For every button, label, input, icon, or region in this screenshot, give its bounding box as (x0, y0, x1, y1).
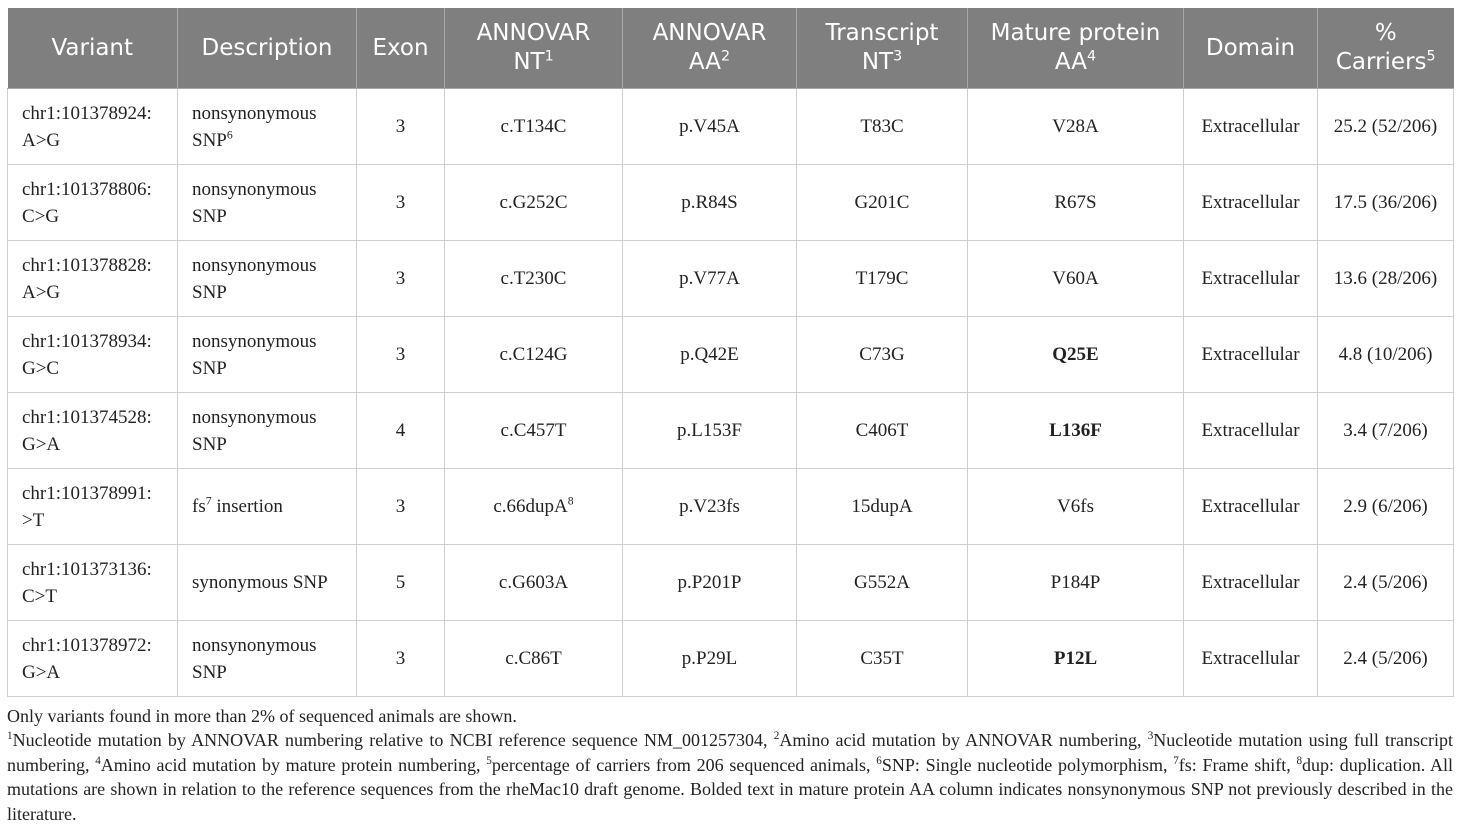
carriers-cell (1318, 469, 1454, 545)
domain-cell (1184, 545, 1318, 621)
domain-cell-text: Extracellular (1201, 116, 1300, 137)
variant-cell-text: chr1:101378972: G>A (22, 634, 152, 683)
table-row (8, 545, 1454, 621)
annovar-nt-text: c.T134C (500, 116, 567, 137)
carriers-cell (1318, 165, 1454, 241)
annovar-aa-cell (623, 241, 797, 317)
variant-cell-text: chr1:101373136: C>T (22, 558, 152, 607)
footnote-intro: Only variants found in more than 2% of sequenced animals are shown. (7, 706, 517, 726)
table-row (8, 621, 1454, 697)
mature-protein-aa-cell-text: L136F (1049, 420, 1102, 441)
mature-protein-aa-cell-text: V60A (1052, 268, 1099, 289)
annovar-aa-cell (623, 469, 797, 545)
exon-cell-text: 3 (395, 648, 406, 669)
annovar-aa-cell (623, 393, 797, 469)
transcript-nt-cell-text: C406T (855, 420, 909, 441)
table-row (8, 393, 1454, 469)
column-header (797, 8, 968, 89)
annovar-aa-cell-text: p.R84S (681, 192, 738, 213)
annovar-nt-text: c.C457T (500, 420, 567, 441)
description-cell (178, 241, 357, 317)
annovar-aa-cell-text: p.P201P (677, 572, 742, 593)
variant-cell (8, 317, 178, 393)
variant-cell (8, 621, 178, 697)
annovar-nt-text: c.C124G (499, 344, 568, 365)
carriers-cell-text: 2.4 (5/206) (1343, 648, 1428, 669)
carriers-cell-text: 25.2 (52/206) (1333, 116, 1438, 137)
annovar-nt-cell (445, 317, 623, 393)
exon-cell (357, 89, 445, 165)
column-header-label: Mature protein AA (990, 20, 1161, 75)
annovar-aa-cell-text: p.Q42E (680, 344, 739, 365)
annovar-nt-text: c.G603A (498, 572, 569, 593)
carriers-cell (1318, 393, 1454, 469)
column-header-label: Description (201, 34, 333, 61)
description-text: fs (192, 496, 206, 517)
transcript-nt-cell-text: G552A (854, 572, 910, 593)
variants-table-container (7, 8, 1453, 697)
annovar-nt-text: c.C86T (505, 648, 562, 669)
transcript-nt-cell (797, 241, 968, 317)
exon-cell (357, 165, 445, 241)
mature-protein-aa-cell-text: P12L (1053, 648, 1098, 669)
column-header-footnote-marker: 3 (893, 48, 903, 65)
carriers-cell-text: 13.6 (28/206) (1333, 268, 1438, 289)
exon-cell (357, 241, 445, 317)
annovar-nt-text: c.G252C (499, 192, 568, 213)
description-text: nonsynonymous SNP (192, 406, 317, 455)
description-text-suffix: insertion (211, 496, 283, 517)
column-header-footnote-marker: 2 (721, 48, 731, 65)
table-row (8, 317, 1454, 393)
exon-cell (357, 317, 445, 393)
column-header (178, 8, 357, 89)
exon-cell-text: 3 (395, 496, 406, 517)
exon-cell-text: 3 (395, 344, 406, 365)
domain-cell (1184, 241, 1318, 317)
footnote-text: Amino acid mutation by mature protein numbering, (100, 754, 487, 775)
transcript-nt-cell (797, 165, 968, 241)
carriers-cell (1318, 545, 1454, 621)
column-header-label: Variant (51, 34, 134, 61)
footnote-number: 3 (1147, 730, 1154, 743)
mature-protein-aa-cell-text: P184P (1050, 572, 1101, 593)
variant-cell (8, 469, 178, 545)
description-cell (178, 165, 357, 241)
footnote-text: percentage of carriers from 206 sequenced animals, (491, 754, 877, 775)
description-text: nonsynonymous SNP (192, 102, 317, 151)
footnote-marker: 6 (226, 128, 233, 142)
exon-cell-text: 3 (395, 116, 406, 137)
annovar-nt-cell (445, 393, 623, 469)
mature-protein-aa-cell-text: V28A (1052, 116, 1099, 137)
description-cell (178, 621, 357, 697)
mature-protein-aa-cell (968, 165, 1184, 241)
description-cell (178, 469, 357, 545)
transcript-nt-cell (797, 545, 968, 621)
mature-protein-aa-cell-text: R67S (1054, 192, 1097, 213)
exon-cell (357, 621, 445, 697)
variant-cell-text: chr1:101374528: G>A (22, 406, 152, 455)
column-header-label: Transcript NT (825, 20, 939, 75)
exon-cell-text: 4 (395, 420, 406, 441)
annovar-aa-cell-text: p.L153F (677, 420, 742, 441)
annovar-aa-cell (623, 317, 797, 393)
transcript-nt-cell (797, 393, 968, 469)
annovar-nt-cell (445, 469, 623, 545)
domain-cell-text: Extracellular (1201, 572, 1300, 593)
annovar-nt-cell (445, 89, 623, 165)
transcript-nt-cell-text: G201C (854, 192, 910, 213)
annovar-aa-cell (623, 621, 797, 697)
exon-cell-text: 5 (395, 572, 406, 593)
annovar-aa-cell-text: p.P29L (681, 648, 738, 669)
footnote-marker: 7 (205, 494, 212, 508)
column-header (1318, 8, 1454, 89)
annovar-aa-cell (623, 89, 797, 165)
annovar-aa-cell (623, 165, 797, 241)
annovar-nt-cell (445, 545, 623, 621)
annovar-aa-cell-text: p.V23fs (679, 496, 740, 517)
mature-protein-aa-cell (968, 241, 1184, 317)
mature-protein-aa-cell (968, 621, 1184, 697)
domain-cell (1184, 317, 1318, 393)
column-header-label: Domain (1205, 34, 1296, 61)
footnote-number: 5 (486, 754, 492, 767)
transcript-nt-cell (797, 317, 968, 393)
carriers-cell (1318, 621, 1454, 697)
table-row (8, 469, 1454, 545)
variants-table (7, 8, 1454, 697)
mature-protein-aa-cell-text: V6fs (1057, 496, 1094, 517)
domain-cell-text: Extracellular (1201, 496, 1300, 517)
footnote-text: dup: duplication. All mutations are shown in relation to the reference sequences from the rheMac10 draft genome. Bolded text in mature protein AA column indicates nonsynonymous SNP not previously described in the literature. (7, 754, 1453, 824)
column-header (8, 8, 178, 89)
annovar-nt-cell (445, 621, 623, 697)
domain-cell-text: Extracellular (1201, 192, 1300, 213)
footnote-text: Nucleotide mutation by ANNOVAR numbering relative to NCBI reference sequence NM_001257304, (12, 730, 774, 751)
description-cell (178, 545, 357, 621)
variant-cell (8, 393, 178, 469)
table-row (8, 165, 1454, 241)
transcript-nt-cell (797, 621, 968, 697)
variant-cell (8, 545, 178, 621)
domain-cell-text: Extracellular (1201, 420, 1300, 441)
column-header (357, 8, 445, 89)
annovar-aa-cell (623, 545, 797, 621)
mature-protein-aa-cell (968, 317, 1184, 393)
transcript-nt-cell-text: 15dupA (851, 496, 913, 517)
transcript-nt-cell-text: T83C (860, 116, 904, 137)
variant-cell-text: chr1:101378806: C>G (22, 178, 152, 227)
carriers-cell (1318, 89, 1454, 165)
annovar-aa-cell-text: p.V77A (679, 268, 740, 289)
table-body (8, 89, 1454, 697)
table-footnotes (7, 704, 1453, 826)
exon-cell-text: 3 (395, 268, 406, 289)
annovar-nt-text: c.T230C (500, 268, 567, 289)
column-header-label: % Carriers (1335, 20, 1427, 75)
domain-cell-text: Extracellular (1201, 648, 1300, 669)
annovar-nt-cell (445, 165, 623, 241)
footnote-text: SNP: Single nucleotide polymorphism, (881, 754, 1174, 775)
header-row (8, 8, 1454, 89)
variant-cell-text: chr1:101378924: A>G (22, 102, 152, 151)
variant-cell-text: chr1:101378828: A>G (22, 254, 152, 303)
domain-cell (1184, 621, 1318, 697)
footnote-number: 8 (1296, 754, 1303, 767)
mature-protein-aa-cell-text: Q25E (1052, 344, 1099, 365)
footnote-number: 7 (1173, 754, 1179, 767)
transcript-nt-cell-text: T179C (855, 268, 909, 289)
column-header-footnote-marker: 4 (1087, 48, 1097, 65)
annovar-nt-text: c.66dupA (493, 496, 568, 517)
variant-cell (8, 165, 178, 241)
exon-cell-text: 3 (395, 192, 406, 213)
annovar-aa-cell-text: p.V45A (679, 116, 740, 137)
column-header-label: ANNOVAR NT (476, 20, 591, 75)
transcript-nt-cell-text: C73G (859, 344, 905, 365)
footnote-number: 6 (876, 754, 882, 767)
annovar-nt-cell (445, 241, 623, 317)
table-row (8, 89, 1454, 165)
domain-cell (1184, 393, 1318, 469)
column-header (968, 8, 1184, 89)
column-header (1184, 8, 1318, 89)
description-text: nonsynonymous SNP (192, 254, 317, 303)
carriers-cell-text: 3.4 (7/206) (1343, 420, 1428, 441)
column-header (445, 8, 623, 89)
mature-protein-aa-cell (968, 393, 1184, 469)
domain-cell (1184, 89, 1318, 165)
footnote-number: 4 (95, 754, 101, 767)
column-header-footnote-marker: 5 (1426, 48, 1436, 65)
description-cell (178, 317, 357, 393)
mature-protein-aa-cell (968, 89, 1184, 165)
column-header (623, 8, 797, 89)
transcript-nt-cell (797, 89, 968, 165)
column-header-label: ANNOVAR AA (652, 20, 767, 75)
carriers-cell (1318, 241, 1454, 317)
footnote-marker: 8 (567, 494, 574, 508)
footnote-number: 1 (7, 730, 13, 743)
description-cell (178, 393, 357, 469)
carriers-cell-text: 17.5 (36/206) (1333, 192, 1438, 213)
variant-cell-text: chr1:101378991: >T (22, 482, 152, 531)
footnote-notes (7, 728, 1453, 826)
variant-cell (8, 241, 178, 317)
transcript-nt-cell-text: C35T (860, 648, 904, 669)
transcript-nt-cell (797, 469, 968, 545)
domain-cell (1184, 469, 1318, 545)
domain-cell-text: Extracellular (1201, 344, 1300, 365)
footnote-text: Amino acid mutation by ANNOVAR numbering, (779, 730, 1148, 751)
table-row (8, 241, 1454, 317)
column-header-footnote-marker: 1 (544, 48, 554, 65)
description-text: nonsynonymous SNP (192, 330, 317, 379)
footnote-text: fs: Frame shift, (1178, 754, 1297, 775)
description-text: nonsynonymous SNP (192, 634, 317, 683)
variant-cell-text: chr1:101378934: G>C (22, 330, 152, 379)
description-text: synonymous SNP (192, 572, 328, 593)
exon-cell (357, 469, 445, 545)
carriers-cell-text: 2.9 (6/206) (1343, 496, 1428, 517)
description-cell (178, 89, 357, 165)
footnote-number: 2 (773, 730, 780, 743)
description-text: nonsynonymous SNP (192, 178, 317, 227)
mature-protein-aa-cell (968, 469, 1184, 545)
carriers-cell-text: 4.8 (10/206) (1338, 344, 1433, 365)
variant-cell (8, 89, 178, 165)
column-header-label: Exon (372, 34, 429, 61)
carriers-cell-text: 2.4 (5/206) (1343, 572, 1428, 593)
exon-cell (357, 545, 445, 621)
domain-cell (1184, 165, 1318, 241)
carriers-cell (1318, 317, 1454, 393)
domain-cell-text: Extracellular (1201, 268, 1300, 289)
footnote-text: Nucleotide mutation using full transcript numbering, (7, 730, 1453, 775)
mature-protein-aa-cell (968, 545, 1184, 621)
exon-cell (357, 393, 445, 469)
